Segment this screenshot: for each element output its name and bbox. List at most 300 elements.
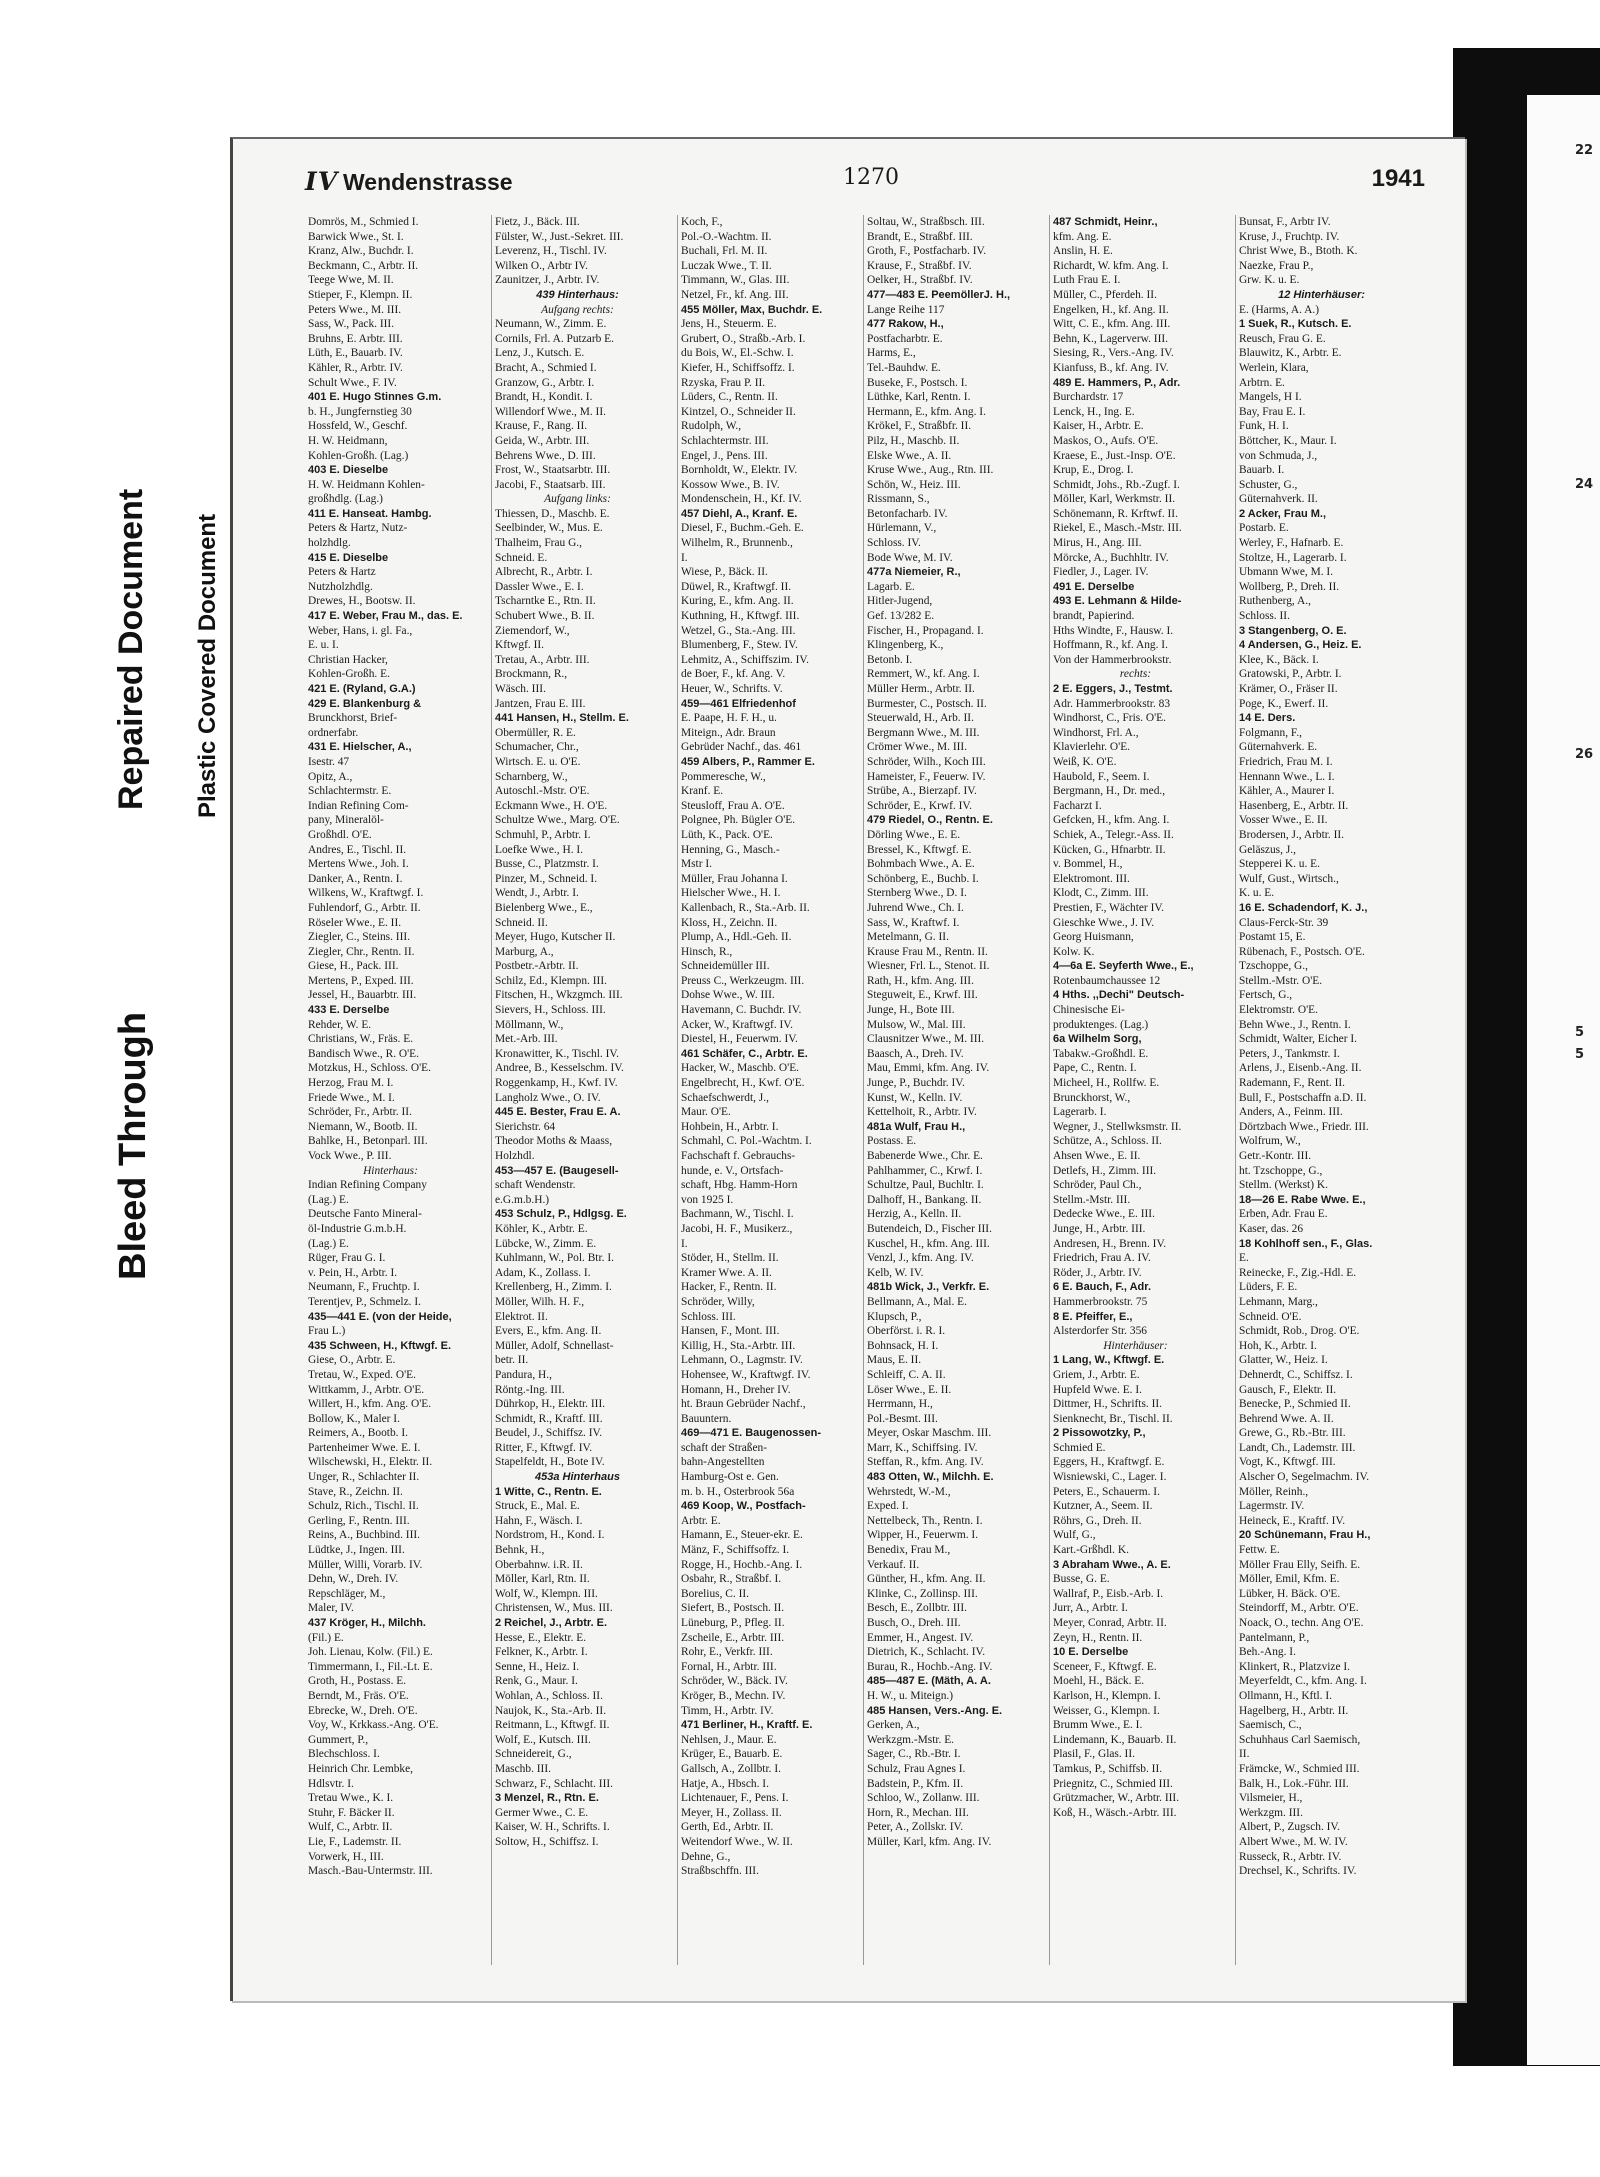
directory-entry: Kähler, R., Arbtr. IV. [308,361,403,374]
directory-entry: Andresen, H., Brenn. IV. [1053,1237,1167,1250]
directory-entry: Getr.-Kontr. III. [1239,1150,1312,1162]
directory-entry: 489 E. Hammers, P., Adr. [1053,376,1181,389]
directory-entry: Pinzer, M., Schneid. I. [495,872,598,885]
directory-entry: 491 E. Derselbe [1053,580,1135,593]
directory-entry: Chinesische Ei- [1053,1004,1125,1017]
directory-entry: Elektrot. II. [495,1310,548,1323]
directory-entry: Timmann, W., Glas. III. [681,274,790,287]
directory-entry: ht. Tzschoppe, G., [1239,1164,1323,1177]
directory-entry: Hacker, W., Maschb. O'E. [681,1062,800,1075]
directory-entry: Schiek, A., Telegr.-Ass. II. [1053,828,1174,841]
directory-entry: Oberförst. i. R. I. [867,1325,946,1338]
directory-entry: Hatje, A., Hbsch. I. [681,1777,769,1790]
directory-entry: Frost, W., Staatsarbtr. III. [495,464,611,477]
directory-entry: Wilschewski, H., Elektr. II. [308,1456,433,1469]
directory-entry: Schultze Wwe., Marg. O'E. [495,814,620,827]
directory-entry: Krökel, F., Straßbfr. II. [867,420,972,433]
directory-entry: Kruse Wwe., Aug., Rtn. III. [867,464,994,477]
directory-entry: Albert, P., Zugsch. IV. [1239,1821,1341,1834]
directory-entry: Betonfacharb. IV. [867,507,948,520]
directory-entry: Hinterhaus: [363,1164,418,1177]
directory-entry: Elske Wwe., A. II. [867,449,952,462]
directory-entry: Lie, F., Lademstr. II. [308,1835,402,1848]
directory-entry: 469 Koop, W., Postfach- [681,1500,806,1513]
directory-entry: Schmidt, Johs., Rb.-Zugf. I. [1053,478,1180,491]
directory-entry: Klodt, C., Zimm. III. [1053,887,1149,900]
directory-entry: Hürlemann, V., [867,522,937,535]
directory-entry: von Schmuda, J., [1239,449,1318,462]
directory-entry: Schult Wwe., F. IV. [308,376,397,389]
directory-entry: Blauwitz, K., Arbtr. E. [1239,347,1342,360]
directory-entry: Schröder, Fr., Arbtr. II. [308,1106,412,1119]
directory-entry: Stave, R., Zeichn. II. [308,1485,403,1498]
directory-entry: Hammerbrookstr. 75 [1053,1295,1148,1308]
directory-entry: Günther, H., kfm. Ang. II. [867,1573,986,1586]
directory-entry: Weber, Hans, i. gl. Fa., [308,624,413,637]
directory-entry: 4 Hths. ,,Dechi" Deutsch- [1053,989,1185,1002]
directory-entry: Brandt, E., Straßbf. III. [867,230,973,243]
directory-entry: 401 E. Hugo Stinnes G.m. [308,391,442,404]
directory-entry: Stellm.-Mstr. O'E. [1239,974,1323,987]
directory-entry: Benedix, Frau M., [867,1544,951,1557]
directory-entry: Mangels, H I. [1239,391,1302,404]
directory-entry: Pahlhammer, C., Krwf. I. [867,1164,983,1177]
directory-entry: e.G.m.b.H.) [495,1193,550,1206]
directory-entry: Kolw. K. [1053,945,1095,958]
directory-entry: Marburg, A., [495,945,554,958]
directory-entry: Hoffmann, R., kf. Ang. I. [1053,639,1168,652]
directory-entry: Schmied E. [1053,1441,1106,1454]
directory-entry: Burchardstr. 17 [1053,391,1124,404]
directory-entry: Vorwerk, H., III. [308,1850,384,1863]
directory-entry: Heuer, W., Schrifts. V. [681,683,783,695]
directory-entry: Buseke, F., Postsch. I. [867,376,968,389]
directory-entry: Friedrich, Frau M. I. [1239,755,1333,768]
directory-entry: Schloss. II. [1239,610,1290,623]
directory-entry: Danker, A., Rentn. I. [308,872,403,885]
directory-entry: Wisniewski, C., Lager. I. [1053,1471,1167,1484]
directory-entry: Fuhlendorf, G., Arbtr. II. [308,901,421,914]
directory-entry: 403 E. Dieselbe [308,464,389,477]
directory-entry: Joh. Lienau, Kolw. (Fil.) E. [308,1646,433,1659]
directory-entry: Junge, P., Buchdr. IV. [867,1077,965,1090]
directory-entry: E. Paape, H. F. H., u. [681,712,777,725]
directory-entry: Mirus, H., Ang. III. [1053,537,1142,550]
directory-entry: Möller, Karl, Werkmstr. II. [1053,493,1176,506]
directory-entry: Burau, R., Hochb.-Ang. IV. [867,1660,993,1673]
directory-entry: Bay, Frau E. I. [1239,405,1306,418]
directory-entry: Struck, E., Mal. E. [495,1500,580,1513]
directory-entry: Krause, F., Straßbf. IV. [867,259,972,272]
directory-entry: Oberbahnw. i.R. II. [495,1558,583,1571]
directory-entry: 439 Hinterhaus: [536,288,619,301]
directory-entry: hunde, e. V., Ortsfach- [681,1164,784,1177]
directory-entry: Isestr. 47 [308,755,350,768]
directory-column [1049,215,1218,1965]
directory-entry: Tretau, A., Arbtr. III. [495,653,590,666]
directory-entry: Klinke, C., Zollinsp. III. [867,1587,978,1600]
directory-entry: Reinecke, F., Zig.-Hdl. E. [1239,1266,1357,1279]
directory-entry: Siefert, B., Postsch. II. [681,1602,785,1615]
directory-entry: Hennann Wwe., L. I. [1239,770,1335,783]
directory-entry: Junge, H., Bote III. [867,1004,955,1017]
directory-entry: Kettelhoit, R., Arbtr. IV. [867,1106,977,1119]
page-content [305,163,1425,1973]
directory-entry: Windhorst, Frl. A., [1053,726,1139,739]
directory-entry: Rogge, H., Hochb.-Ang. I. [681,1558,803,1571]
directory-entry: Gebrüder Nachf., das. 461 [681,741,802,754]
directory-entry: Adr. Hammerbrookstr. 83 [1053,697,1171,710]
directory-entry: Busse, G. E. [1053,1573,1110,1586]
directory-entry: Havemann, C. Buchdr. IV. [681,1004,802,1017]
directory-entry: Vock Wwe., P. III. [308,1150,392,1162]
directory-entry: Anders, A., Feinm. III. [1239,1106,1343,1119]
directory-entry: 481b Wick, J., Verkfr. E. [867,1281,990,1294]
directory-entry: Hths Windte, F., Hausw. I. [1053,624,1174,637]
directory-entry: Weisser, G., Klempn. I. [1053,1704,1160,1717]
directory-entry: Wilhelm, R., Brunnenb., [681,537,793,550]
directory-entry: Kuring, E., kfm. Ang. II. [681,595,794,608]
directory-entry: Kramer Wwe. A. II. [681,1266,772,1279]
directory-entry: Rzyska, Frau P. II. [681,376,766,389]
directory-entry: 433 E. Derselbe [308,1004,390,1017]
directory-entry: Wulf, Gust., Wirtsch., [1239,872,1339,885]
directory-entry: Naezke, Frau P., [1239,259,1314,272]
directory-entry: Mstr I. [681,858,713,871]
directory-entry: Werkzgm.-Mstr. E. [867,1733,955,1746]
directory-entry: Lehmann, Marg., [1239,1295,1318,1308]
directory-entry: Evers, E., kfm. Ang. II. [495,1325,602,1338]
directory-entry: 493 E. Lehmann & Hilde- [1053,595,1182,608]
directory-entry: Griem, J., Arbtr. E. [1053,1368,1140,1381]
directory-entry: Eggers, H., Kraftwgf. E. [1053,1456,1165,1469]
directory-entry: Groth, F., Postfacharb. IV. [867,245,987,258]
directory-entry: 485—487 E. (Mäth, A. A. [867,1675,991,1688]
directory-entry: Reitmann, L., Kftwgf. II. [495,1719,610,1732]
directory-entry: öl-Industrie G.m.b.H. [308,1222,407,1235]
directory-entry: Hahn, F., Wäsch. I. [495,1514,583,1527]
directory-entry: Schneid. II. [495,916,548,929]
directory-entry: Windhorst, C., Fris. O'E. [1053,712,1166,725]
directory-entry: Kallenbach, R., Sta.-Arb. II. [681,901,810,914]
directory-entry: Schmidt, Walter, Eicher I. [1239,1033,1357,1046]
directory-entry: Detlefs, H., Zimm. III. [1053,1164,1157,1177]
directory-entry: Gratowski, P., Arbtr. I. [1239,668,1342,681]
directory-entry: Wulf, G., [1053,1529,1096,1542]
directory-entry: Gerken, A., [867,1719,920,1732]
directory-entry: Acker, W., Kraftwgf. IV. [681,1018,793,1031]
directory-entry: Luth Frau E. I. [1053,274,1121,287]
directory-entry: Herrmann, H., [867,1398,933,1411]
directory-entry: Wollberg, P., Dreh. II. [1239,580,1340,593]
directory-entry: Peters & Hartz, Nutz- [308,522,408,535]
directory-entry: Kiefer, H., Schiffsoffz. I. [681,361,795,374]
directory-entry: Preuss C., Werkzeugm. III. [681,974,805,987]
directory-entry: 435 Schween, H., Kftwgf. E. [308,1339,452,1352]
directory-entry: Schuster, G., [1239,478,1298,491]
directory-entry: Klupsch, P., [867,1310,922,1323]
directory-entry: Beckmann, C., Arbtr. II. [308,259,419,272]
directory-entry: Brunckhorst, Brief- [308,712,398,725]
directory-entry: Engel, J., Pens. III. [681,449,768,462]
directory-entry: ordnerfabr. [308,726,359,739]
directory-entry: Kloss, H., Zeichn. II. [681,916,778,929]
directory-entry: Friede Wwe., M. I. [308,1091,395,1104]
directory-entry: II. [1239,1748,1250,1761]
directory-entry: ht. Braun Gebrüder Nachf., [681,1398,806,1411]
directory-entry: Maus, E. II. [867,1354,922,1367]
directory-entry: Bunsat, F., Arbtr IV. [1239,216,1331,228]
directory-entry: Hinterhäuser: [1103,1339,1168,1352]
directory-entry: Schumacher, Chr., [495,741,579,754]
directory-entry: 453 Schulz, P., Hdlgsg. E. [495,1208,627,1221]
directory-entry: 18—26 E. Rabe Wwe. E., [1239,1193,1366,1206]
directory-entry: E. (Harms, A. A.) [1239,303,1320,316]
directory-entry: Emmer, H., Angest. IV. [867,1631,974,1644]
directory-entry: Priegnitz, C., Schmied III. [1053,1777,1173,1790]
directory-entry: Prestien, F., Wächter IV. [1053,901,1164,914]
plastic-covered-stamp: Plastic Covered Document [194,513,221,818]
directory-entry: Möller Frau Elly, Seifh. E. [1239,1558,1361,1571]
directory-entry: Kücken, G., Hfnarbtr. II. [1053,843,1166,856]
directory-entry: Lindemann, K., Bauarb. II. [1053,1733,1177,1746]
directory-entry: 441 Hansen, H., Stellm. E. [495,712,629,725]
directory-entry: 435—441 E. (von der Heide, [308,1310,452,1323]
directory-entry: Schmahl, C. Pol.-Wachtm. I. [681,1135,812,1148]
directory-entry: E. [1239,1252,1249,1265]
directory-entry: Albert Wwe., M. W. IV. [1239,1835,1348,1848]
directory-entry: Krup, E., Drog. I. [1053,464,1134,477]
directory-entry: Mertens Wwe., Joh. I. [308,858,409,871]
directory-entry: Geläszus, J., [1239,843,1296,856]
directory-entry: Arbtrn. E. [1239,376,1285,389]
directory-entry: Kuschel, H., kfm. Ang. III. [867,1237,990,1250]
directory-entry: Steuerwald, H., Arb. II. [867,712,974,725]
directory-entry: Möller, Wilh. H. F., [495,1295,585,1308]
directory-entry: Christians, W., Fräs. E. [308,1033,414,1046]
directory-entry: Schubert Wwe., B. II. [495,610,595,623]
directory-entry: Peters Wwe., M. III. [308,303,402,316]
directory-entry: Brunckhorst, W., [1053,1091,1131,1104]
directory-entry: Micheel, H., Rollfw. E. [1053,1077,1160,1090]
directory-entry: Güternahverk. II. [1239,493,1318,506]
directory-entry: Christian Hacker, [308,653,388,666]
directory-entry: Brumm Wwe., E. I. [1053,1719,1143,1732]
directory-entry: Gummert, P., [308,1733,369,1746]
directory-entry: 2 Pissowotzky, P., [1053,1427,1146,1440]
directory-entry: Borelius, C. II. [681,1587,750,1600]
directory-entry: Jessel, H., Bauarbtr. III. [308,989,417,1002]
directory-entry: Zaunitzer, J., Arbtr. IV. [495,274,600,287]
directory-entry: Fülster, W., Just.-Sekret. III. [495,230,624,243]
directory-entry: Pommeresche, W., [681,770,766,783]
directory-entry: Hagelberg, H., Arbtr. II. [1239,1704,1349,1717]
directory-entry: 1 Witte, C., Rentn. E. [495,1485,602,1498]
directory-entry: Rüger, Frau G. I. [308,1252,386,1265]
directory-entry: Luczak Wwe., T. II. [681,259,772,272]
directory-entry: Arlens, J., Eisenb.-Ang. II. [1239,1062,1362,1075]
directory-entry: Schönberg, E., Buchb. I. [867,872,979,885]
directory-entry: Möller, Karl, Rtn. II. [495,1573,590,1586]
directory-entry: Hasenberg, E., Arbtr. II. [1239,799,1349,812]
bleed-through-stamp: Bleed Through [112,1011,154,1280]
directory-entry: Krause, F., Rang. II. [495,420,588,433]
directory-entry: H. W. Heidmann Kohlen- [308,478,425,491]
directory-entry: Fischer, H., Propagand. I. [867,624,984,637]
directory-entry: kfm. Ang. E. [1053,230,1112,243]
directory-entry: Plasil, F., Glas. II. [1053,1748,1135,1761]
directory-entry: Vogt, K., Kftwgf. III. [1239,1456,1336,1469]
directory-entry: Großhdl. O'E. [308,828,372,841]
directory-entry: Aufgang links: [544,493,611,506]
directory-entry: Dedecke Wwe., E. III. [1053,1208,1155,1221]
directory-entry: m. b. H., Osterbrook 56a [681,1485,795,1498]
directory-entry: Schröder, Wilh., Koch III. [867,755,986,768]
directory-entry: E. u. I. [308,639,339,652]
directory-entry: 453a Hinterhaus [535,1471,620,1484]
directory-entry: Langholz Wwe., O. IV. [495,1091,601,1104]
directory-entry: Henning, G., Masch.- [681,843,780,856]
directory-entry: Burmester, C., Postsch. II. [867,697,987,710]
directory-entry: Facharzt I. [1053,799,1102,812]
directory-entry: Rath, H., kfm. Ang. III. [867,974,974,987]
directory-entry: Crömer Wwe., M. III. [867,741,968,754]
directory-column [491,215,660,1965]
directory-entry: Fertsch, G., [1239,989,1293,1002]
directory-entry: Ahsen Wwe., E. II. [1053,1150,1141,1162]
directory-entry: 477—483 E. PeemöllerJ. H., [867,288,1011,301]
directory-entry: Horn, R., Mechan. III. [867,1806,969,1819]
directory-entry: Dörtzbach Wwe., Friedr. III. [1239,1120,1369,1133]
directory-entry: Röntg.-Ing. III. [495,1383,565,1396]
directory-entry: Kianfuss, B., kf. Ang. IV. [1053,361,1169,374]
directory-entry: Nehlsen, J., Maur. E. [681,1733,777,1746]
directory-entry: 1 Suek, R., Kutsch. E. [1239,318,1352,331]
directory-column [677,215,846,1965]
directory-entry: Engelbrecht, H., Kwf. O'E. [681,1077,805,1090]
directory-entry: (Lag.) E. [308,1193,349,1206]
directory-entry: b. H., Jungfernstieg 30 [308,405,412,418]
directory-entry: Müller Herm., Arbtr. II. [867,683,975,695]
directory-entry: Bergmann Wwe., M. III. [867,726,980,739]
directory-entry: Lüthke, Karl, Rentn. I. [867,391,971,404]
directory-entry: Straßbschffn. III. [681,1865,759,1878]
directory-entry: 455 Möller, Max, Buchdr. E. [681,303,823,316]
directory-entry: Noack, O., techn. Ang O'E. [1239,1617,1364,1629]
directory-entry: Domrös, M., Schmied I. [308,216,419,228]
directory-entry: Kuhlmann, W., Pol. Btr. I. [495,1252,614,1265]
directory-entry: Soltau, W., Straßbsch. III. [867,216,985,228]
directory-entry: Christ Wwe, B., Btoth. K. [1239,245,1358,258]
directory-entry: 8 E. Pfeiffer, E., [1053,1310,1133,1323]
directory-entry: Marr, K., Schiffsing. IV. [867,1441,978,1454]
directory-entry: Harms, E., [867,347,916,360]
directory-entry: Reimers, A., Bootb. I. [308,1427,408,1440]
directory-entry: Wiese, P., Bäck. II. [681,566,768,579]
directory-entry: Postfacharbtr. E. [867,332,943,345]
directory-entry: Peters, J., Tankmstr. I. [1239,1047,1340,1060]
directory-entry: Hohbein, H., Arbtr. I. [681,1120,779,1133]
directory-entry: Venzl, J., kfm. Ang. IV. [867,1252,974,1265]
directory-entry: Rudolph, W., [681,420,742,433]
directory-entry: Tel.-Bauhdw. E. [867,361,941,374]
directory-entry: Jens, H., Steuerm. E. [681,318,777,331]
directory-entry: Fettw. E. [1239,1544,1280,1557]
directory-entry: 483 Otten, W., Milchh. E. [867,1471,994,1484]
adjacent-page-fragment: 26 [1575,747,1594,762]
directory-entry: 453—457 E. (Baugesell- [495,1164,619,1177]
directory-entry: Vilsmeier, H., [1239,1792,1303,1805]
directory-entry: Wolf, E., Kutsch. III. [495,1733,591,1746]
directory-entry: 20 Schünemann, Frau H., [1239,1529,1371,1542]
directory-entry: Lehmann, O., Lagmstr. IV. [681,1354,803,1367]
directory-entry: Wolf, W., Klempn. III. [495,1587,598,1600]
directory-entry: Anslin, H. E. [1053,245,1113,258]
directory-entry: 3 Stangenberg, O. E. [1239,624,1347,637]
directory-entry: Rohr, E., Verkfr. III. [681,1646,773,1659]
directory-entry: Felkner, K., Arbtr. I. [495,1646,588,1659]
directory-entry: Mertens, P., Exped. III. [308,974,414,987]
directory-entry: Herzig, A., Kelln. II. [867,1208,962,1221]
directory-entry: Wipper, H., Feuerwm. I. [867,1529,979,1542]
directory-entry: Steindorff, M., Arbtr. O'E. [1239,1602,1359,1615]
directory-entry: Indian Refining Com- [308,799,409,812]
directory-entry: Bohnsack, H. I. [867,1339,939,1352]
directory-entry: Gieschke Wwe., J. IV. [1053,916,1155,929]
repaired-document-stamp: Repaired Document [112,488,150,810]
directory-entry: Sceneer, F., Kftwgf. E. [1053,1660,1157,1673]
directory-entry: Hoh, K., Arbtr. I. [1239,1339,1317,1352]
directory-entry: Röhrs, G., Dreh. II. [1053,1514,1142,1527]
directory-entry: K. u. E. [1239,887,1275,900]
directory-entry: Werley, F., Hafnarb. E. [1239,537,1344,550]
directory-entry: Schulz, Frau Agnes I. [867,1762,966,1775]
directory-entry: Indian Refining Company [308,1179,427,1192]
directory-entry: Groth, H., Postass. E. [308,1675,407,1688]
directory-entry: 437 Kröger, H., Milchh. [308,1617,426,1629]
directory-entry: Maschb. III. [495,1762,551,1775]
directory-entry: Wäsch. III. [495,683,546,695]
directory-entry: 469—471 E. Baugenossen- [681,1427,822,1440]
directory-entry: Lichtenauer, F., Pens. I. [681,1792,789,1805]
directory-entry: Remmert, W., kf. Ang. I. [867,668,980,681]
directory-entry: Bauuntern. [681,1412,732,1425]
directory-entry: Russeck, R., Arbtr. IV. [1239,1850,1342,1863]
directory-entry: Homann, H., Dreher IV. [681,1383,791,1396]
adjacent-page-fragment: 24 [1575,477,1594,492]
directory-entry: Bergmann, H., Dr. med., [1053,785,1166,798]
directory-entry: Kröger, B., Mechn. IV. [681,1689,786,1702]
directory-entry: Wiesner, Frl. L., Stenot. II. [867,960,990,973]
directory-entry: Balk, H., Lok.-Führ. III. [1239,1777,1349,1790]
directory-entry: Behn Wwe., J., Rentn. I. [1239,1018,1351,1031]
directory-entry: Loefke Wwe., H. I. [495,843,584,856]
directory-entry: Wallraf, P., Eisb.-Arb. I. [1053,1587,1164,1600]
directory-entry: Behn, K., Lagerverw. III. [1053,332,1169,345]
directory-entry: Gef. 13/282 E. [867,610,935,623]
directory-entry: Andree, B., Kesselschm. IV. [495,1062,624,1075]
directory-entry: Seelbinder, W., Mus. E. [495,522,603,535]
directory-entry: Hossfeld, W., Geschf. [308,420,408,433]
directory-entry: Hitler-Jugend, [867,595,933,608]
directory-entry: Blumenberg, F., Stew. IV. [681,639,798,652]
directory-entry: Bandisch Wwe., R. O'E. [308,1047,419,1060]
directory-entry: Schröder, Willy, [681,1295,755,1308]
directory-entry: Sager, C., Rb.-Btr. I. [867,1748,961,1761]
directory-entry: Niemann, W., Bootb. II. [308,1120,418,1133]
directory-entry: Schloss. IV. [867,537,921,550]
directory-entry: 485 Hansen, Vers.-Ang. E. [867,1704,1003,1717]
